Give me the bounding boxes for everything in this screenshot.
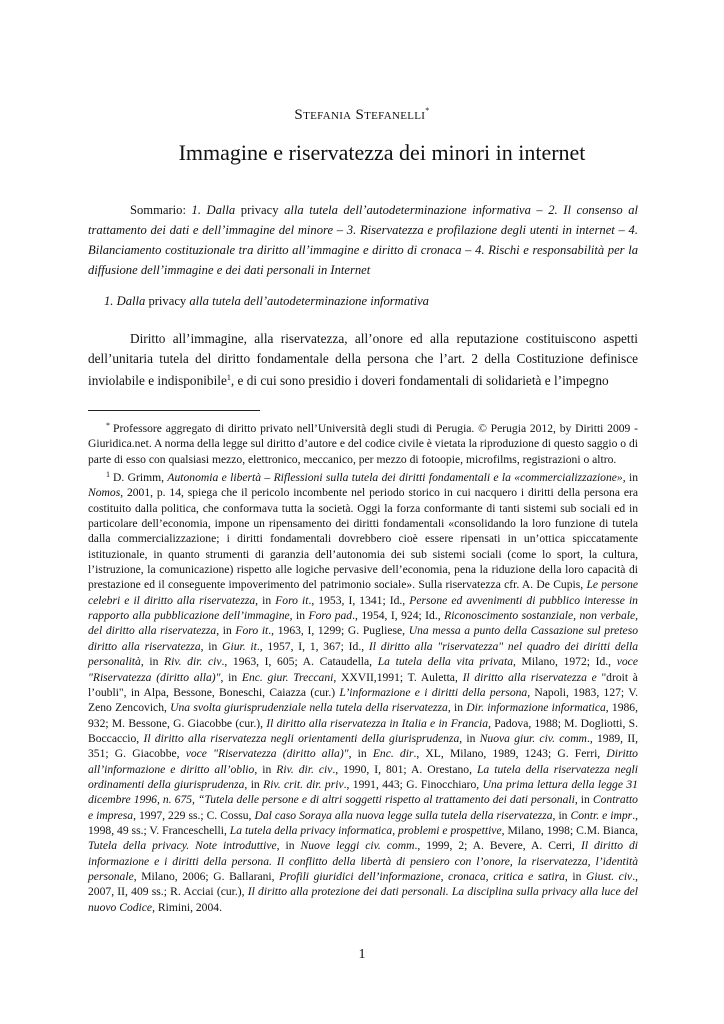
footnotes <box>88 418 638 915</box>
footnote-reference[interactable]: 1 <box>226 373 231 383</box>
summary-label: Sommario: <box>130 203 186 217</box>
summary: Sommario: 1. Dalla privacy alla tutela dell’autodeterminazione informativa – 2. Il consenso al trattamento dei dati e dell’immagine del minore – 3. Riservatezza e profilazione degli utenti in internet – 4. Bilanciamento costituzionale tra diritto all’immagine e diritto di cronaca – 4. Rischi e responsabilità per la diffusione dell’immagine e dei dati personali in Internet <box>88 203 638 277</box>
body-paragraph: Diritto all’immagine, alla riservatezza, all’onore ed alla reputazione costituiscono aspetti dell’unitaria tutela del diritto fondamentale della persona che l’art. 2 della Costituzione definisce inviolabile e indisponibile$^1$, e di cui sono presidio i doveri fondamentali di solidarietà e l’impegno <box>88 331 638 389</box>
page-title: Immagine e riservatezza dei minori in internet <box>178 140 586 165</box>
author-footnote-mark: * <box>425 106 430 115</box>
section-heading: 1. Dalla privacy alla tutela dell’autodeterminazione informativa <box>104 294 429 308</box>
page-number: 1 <box>358 947 366 962</box>
footnote-separator <box>88 410 260 411</box>
footnote-author: * Professore aggregato di diritto privato nell’Università degli studi di Perugia. © Perugia 2012, by Diritti 2009 - Giuridica.net. A norma della legge sul diritto d’autore e del codice civile è vietata la riproduzione di questo saggio o di parte di esso con qualsiasi mezzo, elettronico, meccanico, per mezzo di fotoopie, microfilms, registrazioni o altro. <box>88 421 638 466</box>
author-name: Stefania Stefanelli* <box>294 106 430 123</box>
footnote-1: $^1$ D. Grimm, Autonomia e libertà – Riflessioni sulla tutela dei diritti fondamentali e la «commercializzazione», in Nomos, 2001, p. 14, spiega che il pericolo incombente nel periodo storico in cui nacquero i diritti della persona era costituito dalla politica, che conformava tutta la società. Oggi la forza conformante di tanti sistemi sub sociali ed in particolare dell’economia, impone un ripensamento dei diritti fondamentali «consolidando la loro funzione di tutela dalla commercializzazione; i diritti fondamentali dovrebbero cioè essere ripensati in un’ottica spiccatamente istituzionale, in quanto strumenti di garanzia dell’autonomia dei sub sistemi sociali (come lo sport, la cultura, l’istruzione, la comunicazione) rispetto alle logiche pervasive dell’economia, pena la riduzione della loro capacità di prestazione ed il conseguente impoverimento del patrimonio sociale». Sulla riservatezza cfr. A. De Cupis, Le persone celebri e il diritto alla riservatezza, in Foro it., 1953, I, 1341; Id., Persone ed avvenimenti di pubblico interesse in rapporto alla pubblicazione dell’immagine, in Foro pad., 1954, I, 924; Id., Riconoscimento sostanziale, non verbale, del diritto alla riservatezza, in Foro it., 1963, I, 1299; G. Pugliese, Una messa a punto della Cassazione sul preteso diritto alla riservatezza, in Giur. it., 1957, I, 1, 367; Id., Il diritto alla "riservatezza" nel quadro dei diritti della personalità, in Riv. dir. civ., 1963, I, 605; A. Cataudella, La tutela della vita privata, Milano, 1972; Id., voce "Riservatezza (diritto alla)", in Enc. giur. Treccani, XXVII,1991; T. Auletta, Il diritto alla riservatezza e "droit à l’oubli", in Alpa, Bessone, Boneschi, Caiazza (cur.) L’informazione e i diritti della persona, Napoli, 1983, 127; V. Zeno Zencovich, Una svolta giurisprudenziale nella tutela della riservatezza, in Dir. informazione informatica, 1986, 932; M. Bessone, G. Giacobbe (cur.), Il diritto alla riservatezza in Italia e in Francia, Padova, 1988; M. Dogliotti, S. Boccaccio, Il diritto alla riservatezza negli orientamenti della giurisprudenza, in Nuova giur. civ. comm., 1989, II, 351; G. Giacobbe, voce "Riservatezza (diritto alla)", in Enc. dir., XL, Milano, 1989, 1243; G. Ferri, Diritto all’informazione e diritto all’oblio, in Riv. dir. civ., 1990, I, 801; A. Orestano, La tutela della riservatezza negli ordinamenti della giurisprudenza, in Riv. crit. dir. priv., 1991, 443; G. Finocchiaro, Una prima lettura della legge 31 dicembre 1996, n. 675, “Tutela delle persone e di altri soggetti rispetto al trattamento dei dati personali, in Contratto e impresa, 1997, 229 ss.; C. Cossu, Dal caso Soraya alla nuova legge sulla tutela della riservatezza, in Contr. e impr., 1998, 49 ss.; V. Franceschelli, La tutela della privacy informatica, problemi e prospettive, Milano, 1998; C.M. Bianca, Tutela della privacy. Note introduttive, in Nuove leggi civ. comm., 1999, 2; A. Bevere, A. Cerri, Il diritto di informazione e i diritti della persona. Il conflitto della libertà di pensiero con l’onore, la riservatezza, l’identità personale, Milano, 2006; G. Ballarani, Profili giuridici dell’informazione, cronaca, critica e satira, in Giust. civ., 2007, II, 409 ss.; R. Acciai (cur.), Il diritto alla protezione dei dati personali. La disciplina sulla privacy alla luce del nuovo Codice, Rimini, 2004. <box>88 470 639 914</box>
